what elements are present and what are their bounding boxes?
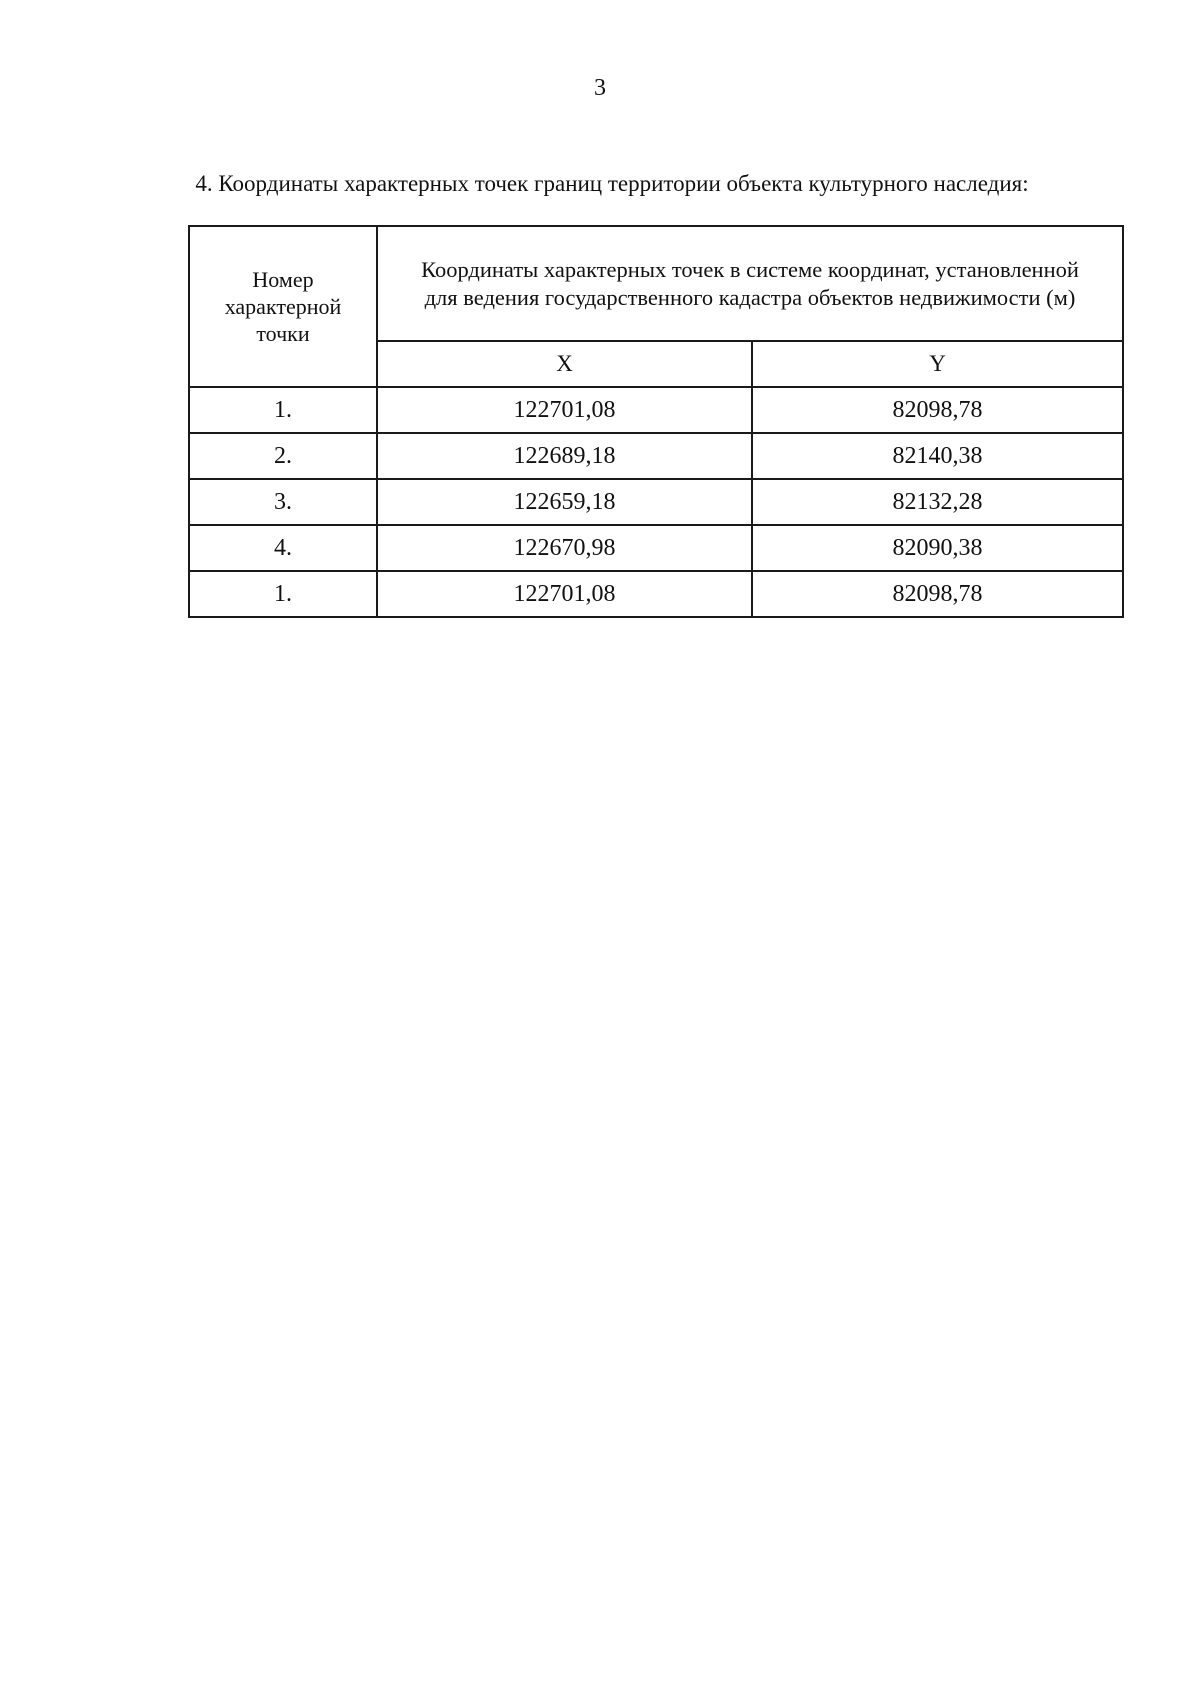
- point-number-cell: 2.: [189, 433, 377, 479]
- y-coordinate-cell: 82140,38: [752, 433, 1123, 479]
- point-number-cell: 1.: [189, 571, 377, 617]
- coordinates-header-line: Координаты характерных точек в системе координат, установленной: [421, 256, 1079, 282]
- y-coordinate-cell: 82098,78: [752, 387, 1123, 433]
- point-number-header-line: точки: [256, 321, 310, 346]
- point-number-header: [189, 226, 377, 387]
- page-number: 3: [594, 75, 606, 101]
- table-row: [189, 387, 1123, 433]
- section-heading: 4. Координаты характерных точек границ территории объекта культурного наследия:: [195, 171, 1029, 196]
- coordinates-header: [377, 226, 1123, 341]
- point-number-cell: 3.: [189, 479, 377, 525]
- table-row: [189, 433, 1123, 479]
- x-coordinate-cell: 122670,98: [377, 525, 752, 571]
- table-row: [189, 571, 1123, 617]
- table-row: [189, 525, 1123, 571]
- point-number-header-line: характерной: [224, 294, 342, 319]
- y-axis-header: Y: [752, 341, 1123, 387]
- x-coordinate-cell: 122701,08: [377, 387, 752, 433]
- coordinates-table: [188, 225, 1124, 618]
- x-coordinate-cell: 122701,08: [377, 571, 752, 617]
- x-axis-header: X: [377, 341, 752, 387]
- point-number-cell: 1.: [189, 387, 377, 433]
- point-number-header-line: Номер: [252, 267, 314, 292]
- table-header-row: [189, 226, 1123, 341]
- y-coordinate-cell: 82098,78: [752, 571, 1123, 617]
- x-coordinate-cell: 122659,18: [377, 479, 752, 525]
- y-coordinate-cell: 82090,38: [752, 525, 1123, 571]
- y-coordinate-cell: 82132,28: [752, 479, 1123, 525]
- point-number-cell: 4.: [189, 525, 377, 571]
- x-coordinate-cell: 122689,18: [377, 433, 752, 479]
- table-row: [189, 479, 1123, 525]
- coordinates-header-line: для ведения государственного кадастра объектов недвижимости (м): [424, 284, 1076, 310]
